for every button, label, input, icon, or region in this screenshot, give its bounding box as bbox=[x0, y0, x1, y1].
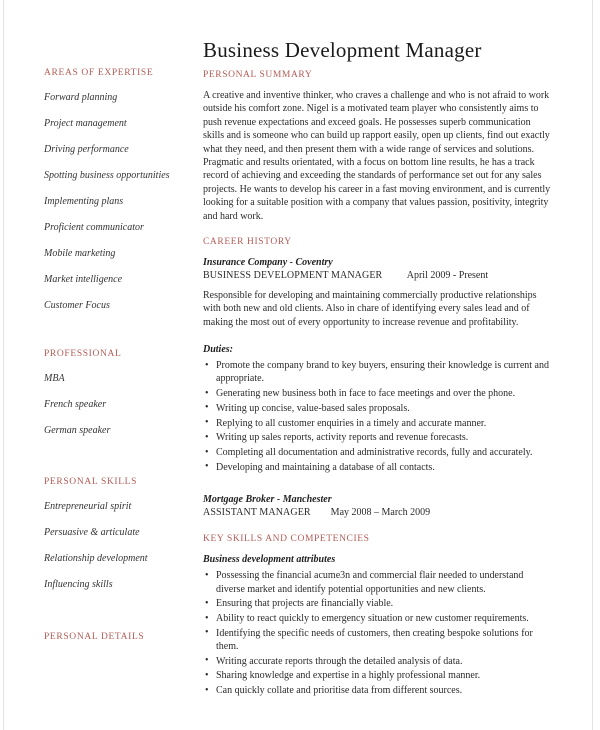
heading-career-history: CAREER HISTORY bbox=[203, 237, 292, 248]
list-item: • Writing up concise, value-based sales proposals. bbox=[203, 402, 553, 415]
key-skills-list bbox=[203, 569, 553, 697]
sidebar-item-influencing-skills: Influencing skills bbox=[44, 579, 113, 590]
list-item: • Promote the company brand to key buyers, ensuring their knowledge is current and appropriate. bbox=[203, 359, 553, 385]
sidebar bbox=[44, 68, 194, 656]
duties-list bbox=[203, 359, 553, 474]
list-item: • Ensuring that projects are financially viable. bbox=[203, 597, 553, 610]
section-career-history bbox=[203, 237, 553, 520]
main-column bbox=[203, 38, 553, 711]
page-edge-left bbox=[3, 0, 4, 730]
career-spacer-between-jobs bbox=[203, 475, 553, 493]
sidebar-item-mba: MBA bbox=[44, 372, 65, 384]
sidebar-item-german-speaker: German speaker bbox=[44, 424, 111, 436]
career-entry-mortgage-broker bbox=[203, 493, 553, 520]
career-entry-dates: April 2009 - Present bbox=[406, 270, 489, 282]
career-entry-role-and-dates bbox=[203, 506, 553, 520]
sidebar-item-customer-focus: Customer Focus bbox=[44, 300, 110, 311]
career-entry-dates: May 2008 – March 2009 bbox=[330, 507, 431, 519]
heading-key-skills-and-competencies: KEY SKILLS AND COMPETENCIES bbox=[203, 534, 370, 545]
section-key-skills bbox=[203, 534, 553, 697]
sidebar-item-persuasive-articulate: Persuasive & articulate bbox=[44, 527, 140, 538]
list-item: • Generating new business both in face to face meetings and over the phone. bbox=[203, 387, 553, 400]
career-entry-spacer bbox=[382, 270, 406, 281]
personal-summary-text: A creative and inventive thinker, who craves a challenge and who is not afraid to work outside his comfort zone. Nigel is a motivated team player who consistently aims to push revenue expectations and exceed goals. He possesses superb communication skills and is someone who can build up rapport easily, open up clients, find out exactly what they need, and then present them with a wide range of services and solutions. Pragmatic and results orientated, with a focus on bottom line results, he has a track record of achieving and exceeding the standards of performance set out for any sales projects. He wants to develop his career in a fast moving environment, and is currently looking for a suitable position with a company that values passion, positivity, integrity and hard work. bbox=[203, 90, 551, 222]
list-item: • Developing and maintaining a database of all contacts. bbox=[203, 461, 553, 474]
list-item: • Sharing knowledge and expertise in a highly professional manner. bbox=[203, 669, 553, 682]
career-entry-role: BUSINESS DEVELOPMENT MANAGER bbox=[203, 270, 383, 282]
key-skills-subtitle: Business development attributes bbox=[203, 554, 336, 566]
career-entry-company: Insurance Company - Coventry bbox=[203, 257, 333, 269]
sidebar-item-driving-performance: Driving performance bbox=[44, 144, 129, 155]
career-entry-company: Mortgage Broker - Manchester bbox=[203, 494, 332, 506]
list-item: • Can quickly collate and prioritise data from different sources. bbox=[203, 684, 553, 697]
career-entry-role-and-dates bbox=[203, 269, 553, 283]
sidebar-heading-professional: PROFESSIONAL bbox=[44, 348, 122, 359]
sidebar-heading-personal-skills: PERSONAL SKILLS bbox=[44, 477, 138, 487]
list-item: • Identifying the specific needs of customers, then creating bespoke solutions for them. bbox=[203, 627, 553, 653]
sidebar-item-entrepreneurial-spirit: Entrepreneurial spirit bbox=[44, 501, 132, 512]
sidebar-group-areas-of-expertise bbox=[44, 68, 194, 313]
sidebar-item-mobile-marketing: Mobile marketing bbox=[44, 248, 116, 259]
duties-label: Duties: bbox=[203, 344, 233, 356]
sidebar-heading-personal-details: PERSONAL DETAILS bbox=[44, 631, 145, 642]
sidebar-group-personal-skills bbox=[44, 477, 194, 592]
page-title: Business Development Manager bbox=[203, 38, 482, 62]
sidebar-spacer-1 bbox=[44, 335, 194, 349]
sidebar-item-forward-planning: Forward planning bbox=[44, 92, 118, 103]
sidebar-item-market-intelligence: Market intelligence bbox=[44, 274, 123, 285]
career-entry-role: ASSISTANT MANAGER bbox=[203, 507, 311, 519]
sidebar-item-french-speaker: French speaker bbox=[44, 398, 107, 410]
career-spacer-duties bbox=[203, 329, 553, 343]
list-item: • Possessing the financial acume3n and commercial flair needed to understand diverse market and identify potential opportunities and new clients. bbox=[203, 569, 553, 595]
list-item: • Replying to all customer enquiries in a timely and accurate manner. bbox=[203, 417, 553, 430]
sidebar-spacer-3 bbox=[44, 614, 194, 632]
list-item: • Writing up sales reports, activity reports and revenue forecasts. bbox=[203, 431, 553, 444]
list-item: • Completing all documentation and administrative records, fully and accurately. bbox=[203, 446, 553, 459]
section-personal-summary bbox=[203, 70, 553, 223]
page-edge-right bbox=[592, 0, 593, 730]
sidebar-spacer-2 bbox=[44, 459, 194, 477]
sidebar-item-proficient-communicator: Proficient communicator bbox=[44, 222, 144, 233]
sidebar-group-professional bbox=[44, 349, 194, 438]
sidebar-group-personal-details bbox=[44, 632, 194, 642]
career-entry-spacer bbox=[311, 507, 331, 518]
career-entry-description: Responsible for developing and maintaining commercially productive relationships with both new and old clients. Also in chare of identifying every sales lead and of making the most out of every opportunity to increase revenue and profitability. bbox=[203, 290, 537, 328]
sidebar-item-spotting-business-opportunities: Spotting business opportunities bbox=[44, 170, 170, 181]
sidebar-heading-areas-of-expertise: AREAS OF EXPERTISE bbox=[44, 68, 154, 78]
sidebar-item-relationship-development: Relationship development bbox=[44, 553, 148, 564]
heading-personal-summary: PERSONAL SUMMARY bbox=[203, 70, 313, 80]
list-item: • Writing accurate reports through the detailed analysis of data. bbox=[203, 655, 553, 668]
sidebar-item-project-management: Project management bbox=[44, 118, 127, 129]
list-item: • Ability to react quickly to emergency situation or new customer requirements. bbox=[203, 612, 553, 625]
career-entry-insurance-company bbox=[203, 256, 553, 283]
sidebar-item-implementing-plans: Implementing plans bbox=[44, 196, 124, 207]
